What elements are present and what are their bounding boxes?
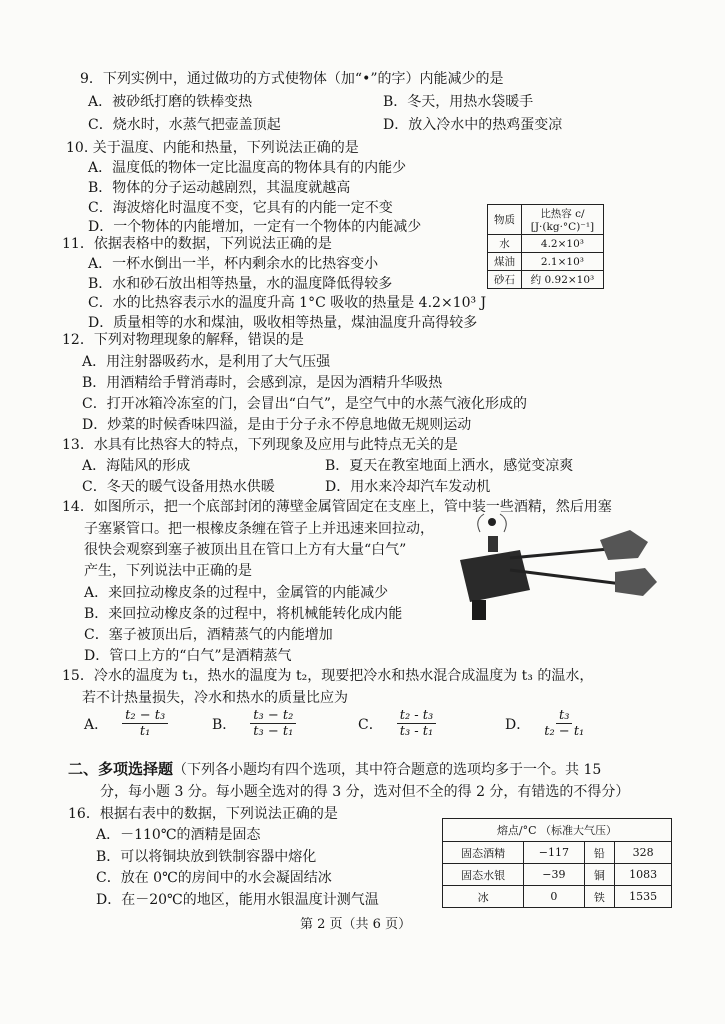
q15-option-a — [84, 708, 168, 739]
q15-option-b-label: B． — [212, 716, 237, 733]
denominator: t₁ — [139, 724, 151, 739]
q16-option-b: B．可以将铜块放到铁制容器中熔化 — [96, 849, 317, 865]
q12-stem: 12．下列对物理现象的解释，错误的是 — [62, 332, 304, 348]
table2-header: 熔点/°C （标准大气压） — [443, 819, 672, 842]
q14-stem-line3: 很快会观察到塞子被顶出且在管口上方有大量“白气” — [84, 542, 407, 558]
table2-cell: 铅 — [584, 842, 615, 864]
q14-option-d: D．管口上方的“白气”是酒精蒸气 — [84, 648, 292, 664]
table2-cell: 铜 — [584, 864, 615, 886]
q16-option-c: C．放在 0℃的房间中的水会凝固结冰 — [96, 870, 332, 886]
fraction — [250, 708, 296, 739]
table2-cell: 1535 — [615, 886, 672, 908]
table2-cell: 固态水银 — [443, 864, 524, 886]
q11-option-d: D．质量相等的水和煤油，吸收相等热量，煤油温度升高得较多 — [88, 315, 478, 331]
metal-tube-rubber-strip-figure — [450, 510, 660, 620]
denominator: t₂ − t₁ — [544, 724, 585, 739]
section-2-instructions-line1: （下列各小题均有四个选项，其中符合题意的选项均多于一个。共 15 — [173, 762, 602, 778]
denominator: t₃ − t₁ — [253, 724, 294, 739]
q14-option-a: A．来回拉动橡皮条的过程中，金属管的内能减少 — [84, 585, 389, 601]
q13-option-b: B．夏天在教室地面上洒水，感觉变凉爽 — [325, 458, 574, 474]
specific-heat-table — [487, 204, 604, 289]
fraction — [122, 708, 168, 739]
table1-cell: 2.1×10³ — [521, 253, 603, 271]
q15-option-d-label: D． — [505, 716, 531, 733]
table1-header-capacity-line1: 比热容 c/ — [540, 208, 585, 220]
q15-option-b — [212, 708, 296, 739]
q10-option-a: A．温度低的物体一定比温度高的物体具有的内能少 — [88, 160, 407, 176]
table2-cell: 0 — [524, 886, 584, 908]
q15-option-a-label: A． — [84, 716, 109, 733]
q11-option-c: C．水的比热容表示水的温度升高 1°C 吸收的热量是 4.2×10³ J — [88, 295, 487, 311]
q9-option-c: C．烧水时，水蒸气把壶盖顶起 — [88, 117, 281, 133]
table1-cell: 水 — [488, 235, 522, 253]
table1-cell: 4.2×10³ — [521, 235, 603, 253]
q12-option-a: A．用注射器吸药水，是利用了大气压强 — [82, 354, 331, 370]
q10-stem: 10. 关于温度、内能和热量，下列说法正确的是 — [66, 140, 359, 156]
table1-cell: 约 0.92×10³ — [521, 271, 603, 289]
q12-option-c: C．打开冰箱冷冻室的门，会冒出“白气”，是空气中的水蒸气液化形成的 — [82, 396, 528, 412]
table2-cell: −39 — [524, 864, 584, 886]
q15-option-d — [505, 708, 584, 739]
q11-option-a: A．一杯水倒出一半，杯内剩余水的比热容变小 — [88, 256, 379, 272]
q13-option-d: D．用水来冷却汽车发动机 — [325, 479, 491, 495]
q9-option-d: D．放入冷水中的热鸡蛋变凉 — [383, 117, 563, 133]
table2-cell: 固态酒精 — [443, 842, 524, 864]
q14-option-b: B．来回拉动橡皮条的过程中，将机械能转化成内能 — [84, 606, 403, 622]
q14-stem-line4: 产生，下列说法中正确的是 — [84, 563, 252, 579]
q9-stem: 9．下列实例中，通过做功的方式使物体（加“•”的字）内能减少的是 — [80, 71, 504, 87]
q11-stem: 11．依据表格中的数据，下列说法正确的是 — [62, 236, 332, 252]
numerator: t₃ — [556, 708, 572, 724]
fraction — [397, 708, 437, 739]
q11-option-b: B．水和砂石放出相等热量，水的温度降低得较多 — [88, 276, 393, 292]
fraction — [544, 708, 584, 739]
table2-cell: 328 — [615, 842, 672, 864]
numerator: t₃ − t₂ — [250, 708, 296, 724]
melting-point-table — [442, 818, 672, 908]
denominator: t₃ - t₁ — [399, 724, 434, 739]
table2-cell: −117 — [524, 842, 584, 864]
table2-cell: 1083 — [615, 864, 672, 886]
table2-cell: 冰 — [443, 886, 524, 908]
numerator: t₂ - t₃ — [397, 708, 437, 724]
q14-stem-line2: 子塞紧管口。把一根橡皮条缠在管子上并迅速来回拉动， — [84, 521, 434, 537]
q10-option-c: C．海波熔化时温度不变，它具有的内能一定不变 — [88, 200, 393, 216]
q16-stem: 16．根据右表中的数据，下列说法正确的是 — [68, 806, 338, 822]
q15-option-c — [358, 708, 436, 739]
section-2-instructions-line2: 分，每小题 3 分。每小题全选对的得 3 分，选对但不全的得 2 分，有错选的不得分） — [100, 784, 630, 800]
q13-option-c: C．冬天的暖气设备用热水供暖 — [82, 479, 275, 495]
table1-cell: 砂石 — [488, 271, 522, 289]
q13-option-a: A．海陆风的形成 — [82, 458, 191, 474]
numerator: t₂ − t₃ — [122, 708, 168, 724]
q9-option-a: A．被砂纸打磨的铁棒变热 — [88, 94, 253, 110]
q12-option-b: B．用酒精给手臂消毒时，会感到凉，是因为酒精升华吸热 — [82, 375, 443, 391]
q16-option-d: D．在－20℃的地区，能用水银温度计测气温 — [96, 892, 379, 908]
q15-option-c-label: C． — [358, 716, 383, 733]
q9-option-b: B．冬天，用热水袋暖手 — [383, 94, 534, 110]
table1-header-capacity-line2: [J·(kg·°C)⁻¹] — [530, 221, 595, 233]
q12-option-d: D．炒菜的时候香味四溢，是由于分子永不停息地做无规则运动 — [82, 417, 472, 433]
q15-stem-line2: 若不计热量损失，冷水和热水的质量比应为 — [82, 690, 348, 706]
q16-option-a: A．－110℃的酒精是固态 — [96, 827, 261, 843]
q14-option-c: C．塞子被顶出后，酒精蒸气的内能增加 — [84, 627, 333, 643]
table1-cell: 煤油 — [488, 253, 522, 271]
table2-cell: 铁 — [584, 886, 615, 908]
q14-stem-line1: 14．如图所示，把一个底部封闭的薄壁金属管固定在支座上，管中装一些酒精，然后用塞 — [62, 499, 612, 515]
page-footer: 第 2 页（共 6 页） — [300, 917, 412, 932]
q10-option-d: D．一个物体的内能增加，一定有一个物体的内能减少 — [88, 219, 422, 235]
q10-option-b: B．物体的分子运动越剧烈，其温度就越高 — [88, 180, 351, 196]
table1-header-capacity — [521, 205, 603, 235]
q15-stem-line1: 15．冷水的温度为 t₁，热水的温度为 t₂，现要把冷水和热水混合成温度为 t₃ 的温水， — [62, 668, 594, 684]
table1-header-substance: 物质 — [488, 205, 522, 235]
q13-stem: 13．水具有比热容大的特点，下列现象及应用与此特点无关的是 — [62, 437, 458, 453]
section-2-title: 二、多项选择题 — [68, 760, 174, 778]
